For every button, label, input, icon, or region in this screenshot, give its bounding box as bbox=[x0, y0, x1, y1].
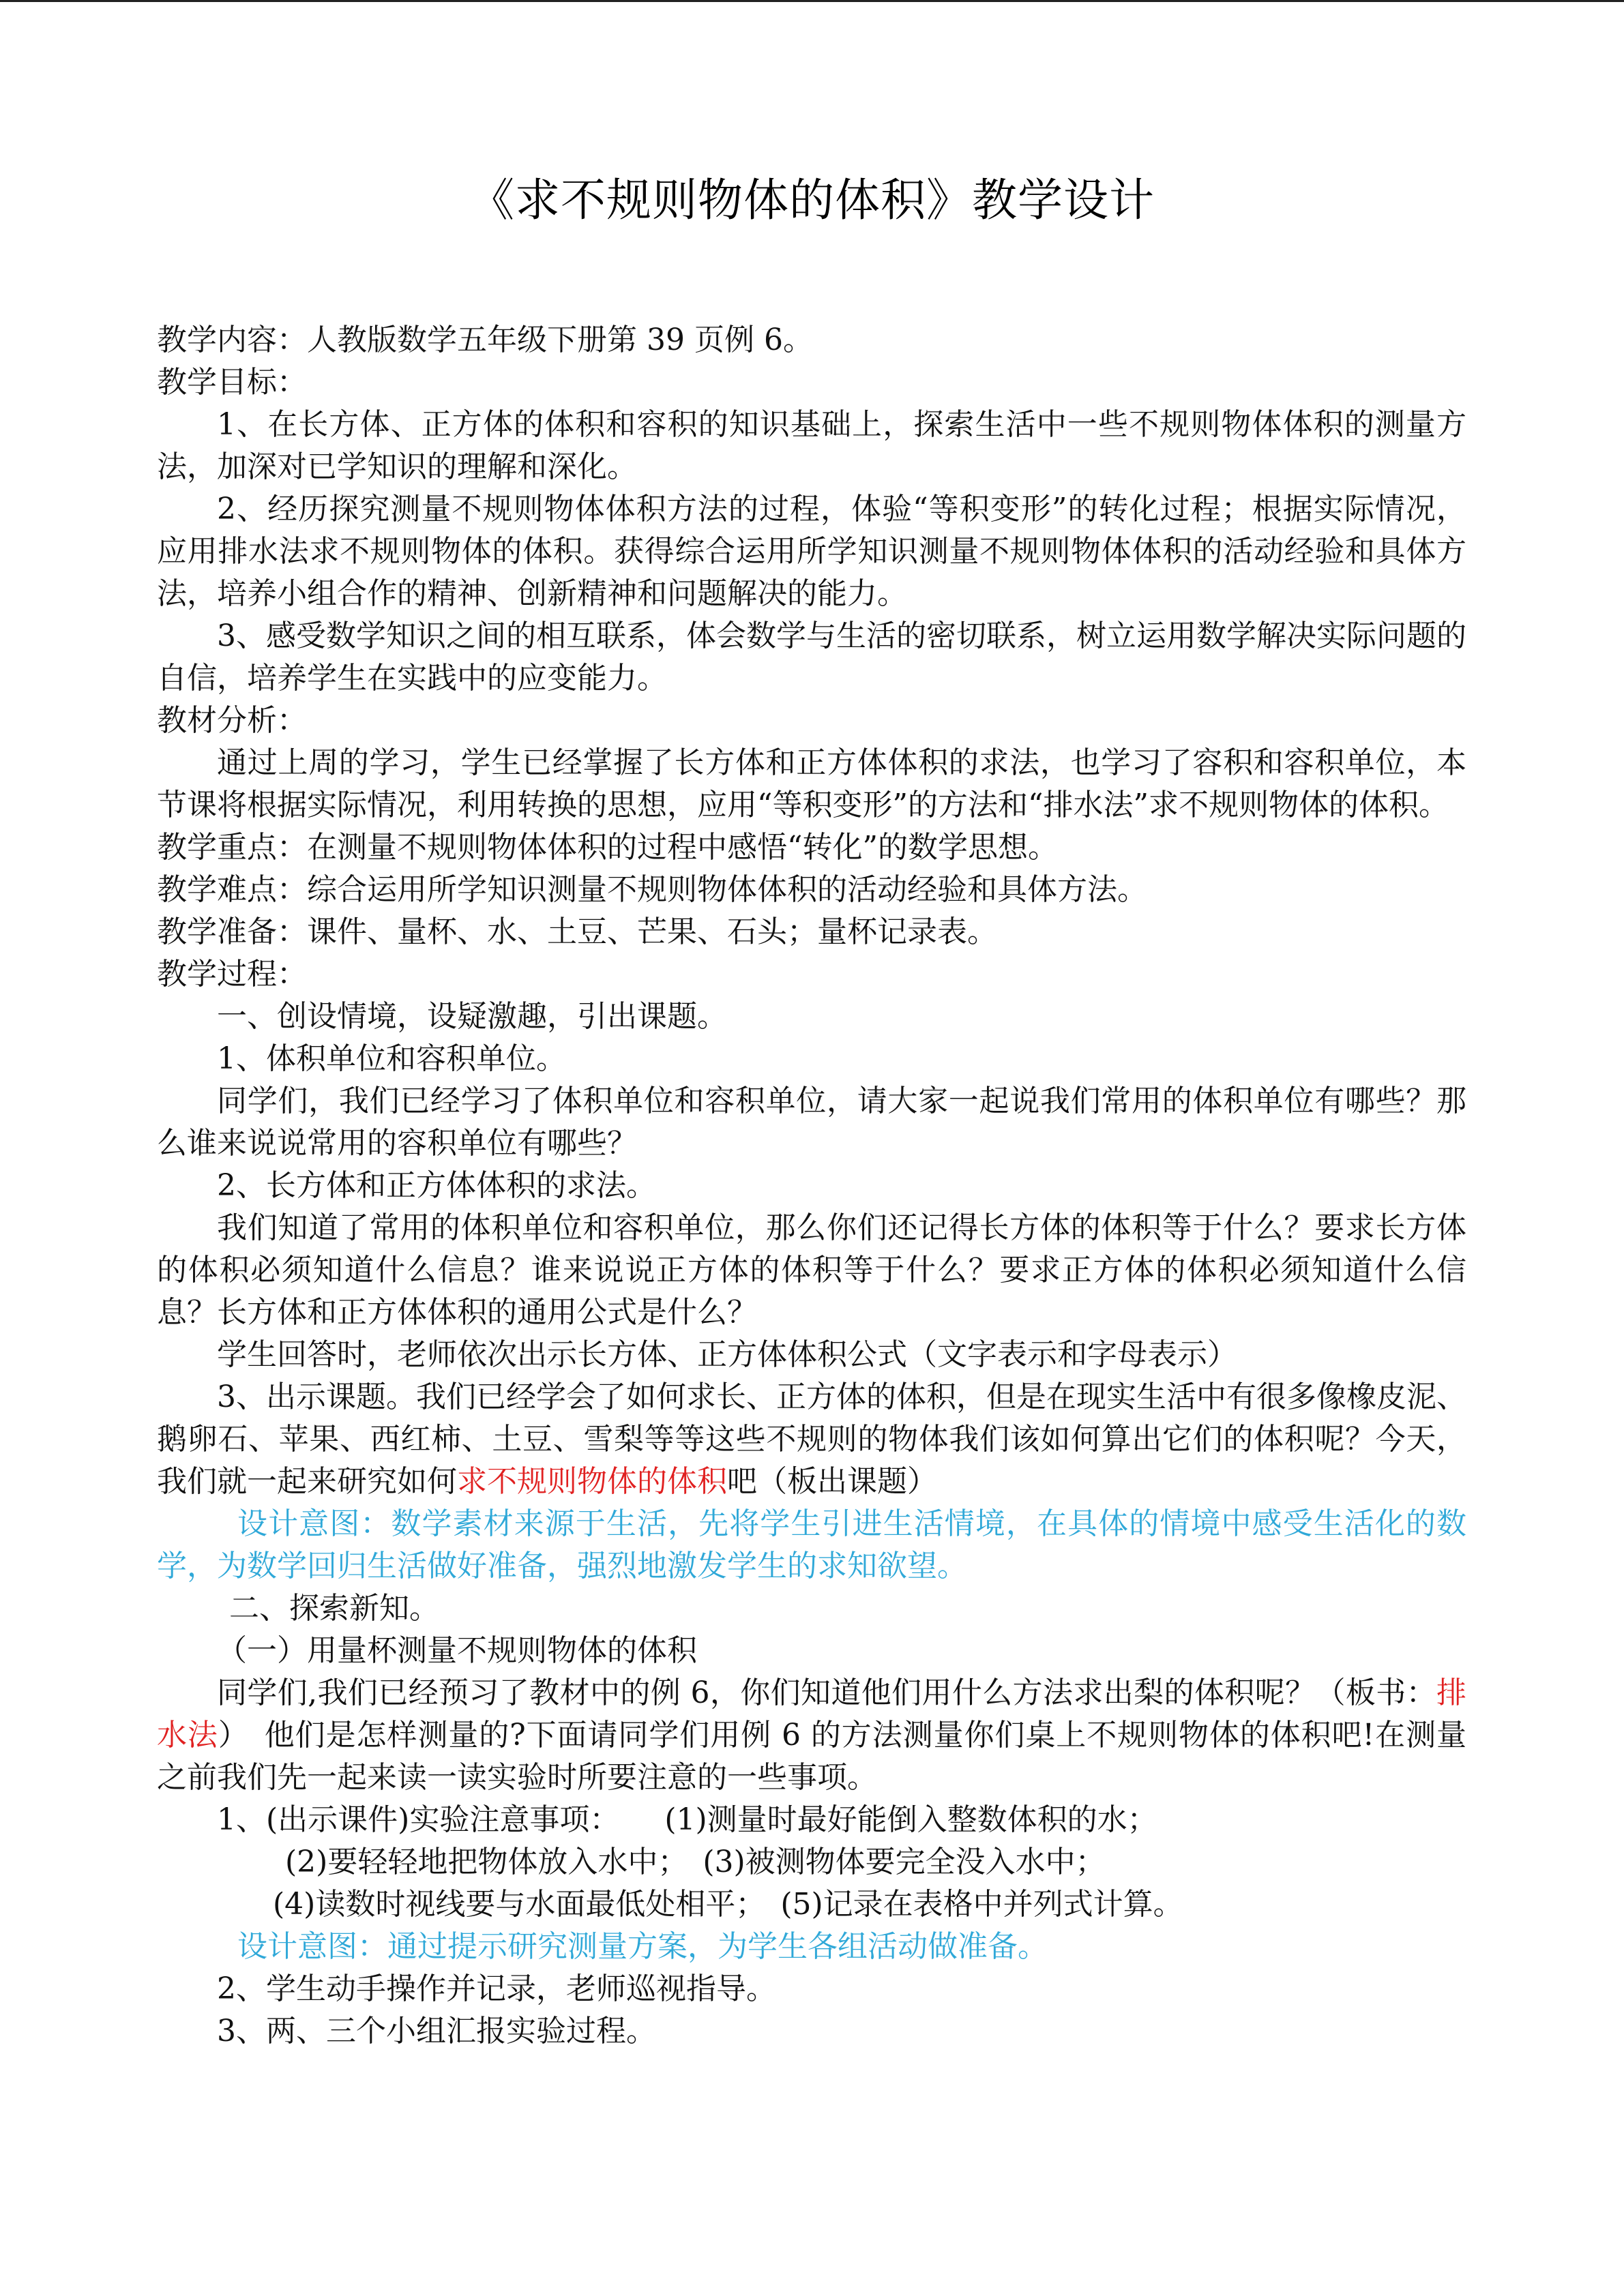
experiment-notes-2-3: (2)要轻轻地把物体放入水中； (3)被测物体要完全没入水中； bbox=[285, 1845, 1106, 1879]
teaching-process-heading: 教学过程： bbox=[157, 957, 307, 992]
paragraph-formulas: 我们知道了常用的体积单位和容积单位，那么你们还记得长方体的体积等于什么？要求长方体的体积必须知道什么信息？谁来说说正方体的体积等于什么？要求正方体的体积必须知道什么信息？长方体和正方体体积的通用公式是什么？ bbox=[157, 1210, 1466, 1330]
topic-highlight: 求不规则物体的体积 bbox=[457, 1464, 727, 1499]
material-analysis-heading: 教材分析： bbox=[157, 703, 307, 738]
experiment-notes-4-5: (4)读数时视线要与水面最低处相平； (5)记录在表格中并列式计算。 bbox=[273, 1887, 1183, 1922]
item-2-3: 3、两、三个小组汇报实验过程。 bbox=[217, 2014, 656, 2048]
drain-text-b: ） 他们是怎样测量的?下面请同学们用例 6 的方法测量你们桌上不规则物体的体积吧!在测量之前我们先一起来读一读实验时所要注意的一些事项。 bbox=[157, 1718, 1466, 1795]
goal-2: 2、经历探究测量不规则物体体积方法的过程，体验“等积变形”的转化过程；根据实际情况，应用排水法求不规则物体的体积。获得综合运用所学知识测量不规则物体体积的活动经验和具体方法，培养小组合作的精神、创新精神和问题解决的能力。 bbox=[157, 492, 1466, 611]
show-topic-text-b: 吧（板出课题） bbox=[727, 1464, 937, 1499]
paragraph-student-answer: 学生回答时，老师依次出示长方体、正方体体积公式（文字表示和字母表示） bbox=[217, 1337, 1237, 1372]
material-analysis-text: 通过上周的学习，学生已经掌握了长方体和正方体体积的求法，也学习了容积和容积单位，本节课将根据实际情况，利用转换的思想，应用“等积变形”的方法和“排水法”求不规则物体的体积。 bbox=[157, 745, 1466, 822]
item-1-2: 2、长方体和正方体体积的求法。 bbox=[217, 1168, 656, 1203]
drain-method-highlight: 排水法 bbox=[157, 1675, 1466, 1753]
section-1-heading: 一、创设情境，设疑激趣，引出课题。 bbox=[217, 999, 727, 1034]
subsection-1-heading: （一）用量杯测量不规则物体的体积 bbox=[217, 1633, 697, 1668]
drain-text-a: 同学们,我们已经预习了教材中的例 6，你们知道他们用什么方法求出梨的体积呢？（板书： bbox=[217, 1675, 1436, 1710]
item-1-1: 1、体积单位和容积单位。 bbox=[217, 1041, 566, 1076]
teaching-content: 教学内容：人教版数学五年级下册第 39 页例 6。 bbox=[157, 323, 813, 357]
teaching-difficulty: 教学难点：综合运用所学知识测量不规则物体体积的活动经验和具体方法。 bbox=[157, 872, 1147, 907]
paragraph-drain-method bbox=[157, 1672, 1466, 1799]
teaching-preparation: 教学准备：课件、量杯、水、土豆、芒果、石头；量杯记录表。 bbox=[157, 914, 997, 949]
paragraph-show-topic bbox=[157, 1376, 1466, 1503]
section-2-heading: 二、探索新知。 bbox=[229, 1591, 439, 1626]
goal-1: 1、在长方体、正方体的体积和容积的知识基础上，探索生活中一些不规则物体体积的测量方法，加深对已学知识的理解和深化。 bbox=[157, 407, 1466, 484]
teaching-key-point: 教学重点：在测量不规则物体体积的过程中感悟“转化”的数学思想。 bbox=[157, 830, 1058, 865]
goal-3: 3、感受数学知识之间的相互联系，体会数学与生活的密切联系，树立运用数学解决实际问题的自信，培养学生在实践中的应变能力。 bbox=[157, 618, 1466, 696]
paragraph-units: 同学们，我们已经学习了体积单位和容积单位，请大家一起说我们常用的体积单位有哪些？那么谁来说说常用的容积单位有哪些？ bbox=[157, 1084, 1466, 1161]
show-topic-text-a: 3、出示课题。我们已经学会了如何求长、正方体的体积，但是在现实生活中有很多像橡皮泥、鹅卵石、苹果、西红柿、土豆、雪梨等等这些不规则的物体我们该如何算出它们的体积呢？今天，我们就一起来研究如何 bbox=[157, 1380, 1466, 1499]
document-body bbox=[157, 319, 1466, 2053]
item-2-2: 2、学生动手操作并记录，老师巡视指导。 bbox=[217, 1971, 776, 2006]
document-title: 《求不规则物体的体积》教学设计 bbox=[469, 174, 1155, 226]
design-intent-2: 设计意图：通过提示研究测量方案，为学生各组活动做准备。 bbox=[237, 1929, 1048, 1964]
design-intent-1: 设计意图：数学素材来源于生活，先将学生引进生活情境，在具体的情境中感受生活化的数学，为数学回归生活做好准备，强烈地激发学生的求知欲望。 bbox=[157, 1506, 1466, 1583]
experiment-notes: 1、(出示课件)实验注意事项： (1)测量时最好能倒入整数体积的水； bbox=[217, 1802, 1157, 1837]
top-border bbox=[0, 0, 1624, 2]
teaching-goals-heading: 教学目标： bbox=[157, 365, 307, 400]
